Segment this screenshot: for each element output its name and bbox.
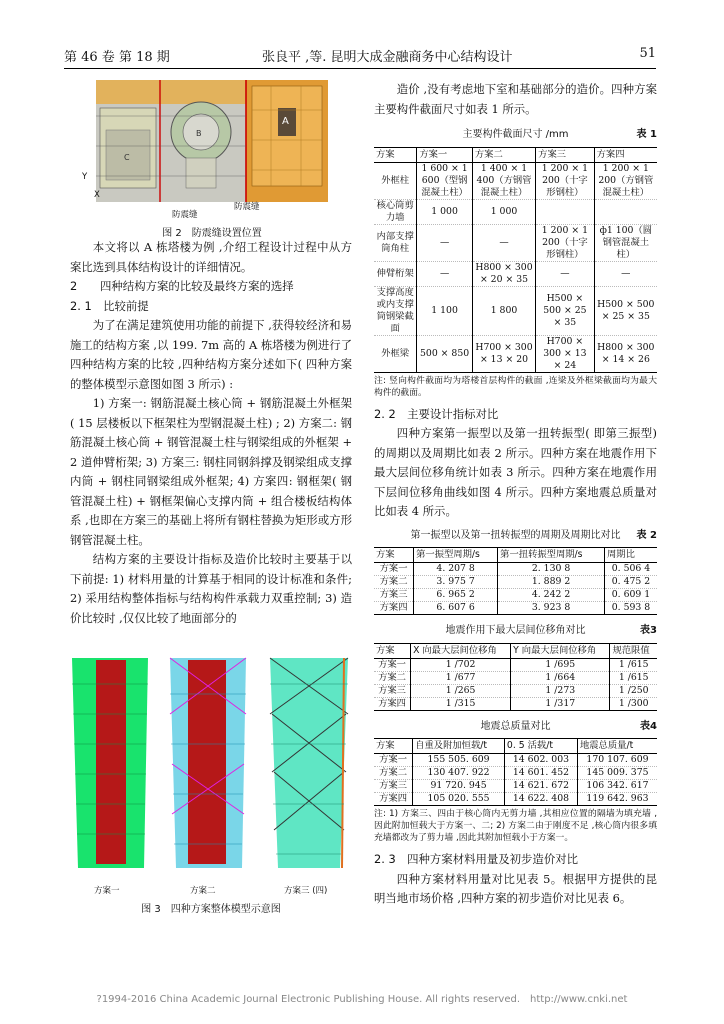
cell: 6. 965 2 (414, 589, 498, 602)
cell: 3. 923 8 (498, 602, 605, 615)
journal-volume: 第 46 卷 第 18 期 (64, 50, 170, 65)
table-4-note: 注: 1) 方案三、四由于核心筒内无剪力墙 ,其相应位置的隔墙为填充墙 ,因此附加恒载大于方案一、二; 2) 方案二由于刚度不足 ,核心筒内很多填充墙都改为了剪力墙 ,因此其附加恒载小于方案一。 (374, 809, 657, 843)
floor-plan-figure (96, 80, 328, 202)
table-row (374, 754, 657, 767)
cell: — (472, 224, 535, 261)
table-row (374, 697, 657, 710)
cell: 105 020. 555 (413, 793, 505, 806)
col-header: 第一振型周期/s (414, 548, 498, 563)
cell: 方案四 (378, 697, 406, 709)
cell: 1. 889 2 (498, 576, 605, 589)
cell: — (417, 224, 473, 261)
cell: 方案四 (379, 793, 408, 804)
cell: 3. 975 7 (414, 576, 498, 589)
table-4 (374, 717, 657, 845)
cell: 119 642. 963 (577, 793, 657, 806)
cell: H700 × 300 × 13 × 20 (472, 335, 535, 372)
cell: H700 × 300 × 13 × 24 (536, 335, 594, 372)
table-row (374, 684, 657, 697)
cell: 1 /315 (411, 697, 511, 710)
joint-label-left: 防震缝 (172, 210, 198, 220)
table-row (374, 658, 657, 671)
cell: 1 000 (472, 199, 535, 224)
cell: 4. 242 2 (498, 589, 605, 602)
tower-label-a: A (282, 116, 289, 127)
cell: 0. 475 2 (604, 576, 657, 589)
col-header: 地震总质量/t (577, 739, 657, 754)
table-2-title-text: 第一振型以及第一扭转振型的周期及周期比对比 (410, 529, 621, 541)
cell: 1 600 × 1 600（型钢混凝土柱） (417, 162, 473, 199)
cell: 方案二 (374, 671, 411, 684)
cell: 14 621. 672 (504, 780, 577, 793)
figure-3 (66, 654, 356, 915)
cell: H500 × 500 × 25 × 35 (594, 286, 657, 335)
col-header: 方案 (374, 548, 414, 563)
col-header: 规范限值 (610, 643, 657, 658)
table-4-title-text: 地震总质量对比 (480, 720, 551, 732)
cell: 1 /250 (610, 684, 657, 697)
table-row (374, 162, 657, 199)
col-header: 自重及附加恒载/t (413, 739, 505, 754)
cell: 方案一 (374, 563, 414, 576)
section-2-heading: 2 四种结构方案的比较及最终方案的选择 (70, 279, 294, 293)
cell: 核心筒剪力墙 (374, 199, 417, 224)
paragraph-premise: 为了在满足建筑使用功能的前提下 ,获得较经济和易施工的结构方案 ,以 199. 7m 高的 A 栋塔楼为例进行了四种结构方案的比较 ,四种结构方案分述如下( 四种方案的整体模型示意图如图 3 所示) : (70, 318, 353, 391)
paragraph-indices: 四种方案第一振型以及第一扭转振型( 即第三振型) 的周期以及周期比如表 2 所示。四种方案在地震作用下最大层间位移角统计如表 3 所示。四种方案在地震作用下层间位移角曲线如图 4 所示。四种方案地震总质量对比如表 4 所示。 (374, 426, 657, 518)
table-row (374, 767, 657, 780)
tower-label-b: B (196, 129, 202, 138)
axis-y-label: Y (82, 172, 88, 182)
cell: 145 009. 375 (577, 767, 657, 780)
cell: 外框柱 (374, 162, 417, 199)
table-2-number: 表 2 (636, 529, 657, 541)
table-4-title (374, 717, 657, 737)
cell: 14 601. 452 (504, 767, 577, 780)
col-header: 方案三 (536, 147, 594, 162)
left-column (70, 238, 352, 628)
table-row (374, 780, 657, 793)
joint-label-right: 防震缝 (234, 202, 260, 212)
col-header: 方案一 (417, 147, 473, 162)
right-column (374, 80, 657, 909)
cell: ф1 100（圆钢管混凝土柱） (594, 224, 657, 261)
cell: 伸臂桁架 (374, 261, 417, 286)
section-2-1-heading: 2. 1 比较前提 (70, 298, 149, 313)
cell: 1 400 × 1 400（方钢管混凝土柱） (472, 162, 535, 199)
cell: 0. 506 4 (604, 563, 657, 576)
table-row (374, 589, 657, 602)
col-header: 0. 5 活载/t (504, 739, 577, 754)
col-header: 周期比 (604, 548, 657, 563)
col-header: 方案四 (594, 147, 657, 162)
figure-2-caption: 图 2 防震缝设置位置 (162, 228, 262, 239)
cell: 2. 130 8 (498, 563, 605, 576)
section-2-3-heading: 2. 3 四种方案材料用量及初步造价对比 (374, 852, 578, 866)
cell: 1 200 × 1 200（十字形钢柱） (536, 224, 594, 261)
col-header: X 向最大层间位移角 (411, 643, 511, 658)
cell: 1 /702 (411, 658, 511, 671)
cell: 1 /615 (610, 671, 657, 684)
cell: 6. 607 6 (414, 602, 498, 615)
page-header (64, 44, 656, 69)
model-schematic-figure (66, 654, 356, 880)
cell: 方案三 (374, 684, 411, 697)
block-label-c: C (124, 153, 130, 162)
cell: 方案四 (379, 602, 408, 613)
cell (594, 199, 657, 224)
figure-3-caption: 图 3 四种方案整体模型示意图 (141, 904, 281, 915)
cell: 1 000 (417, 199, 473, 224)
table-1-note: 注: 竖向构件截面均为塔楼首层构件的截面 ,连梁及外框梁截面均为最大构件的截面。 (374, 375, 657, 398)
cell: 方案三 (374, 780, 413, 793)
model-label-3: 方案三 (四) (284, 886, 328, 896)
table-3-title-text: 地震作用下最大层间位移角对比 (445, 625, 586, 636)
cell: H800 × 300 × 20 × 35 (472, 261, 535, 286)
cell: 0. 609 1 (604, 589, 657, 602)
col-header: 方案二 (472, 147, 535, 162)
cell: 1 /615 (610, 658, 657, 671)
table-row (374, 335, 657, 372)
cell: 130 407. 922 (413, 767, 505, 780)
section-2-2-heading: 2. 2 主要设计指标对比 (374, 406, 499, 421)
model-3 (270, 658, 348, 868)
cell: 91 720. 945 (413, 780, 505, 793)
cell: 0. 593 8 (604, 602, 657, 615)
table-row (374, 261, 657, 286)
cell (536, 199, 594, 224)
table-2-title (374, 526, 657, 546)
table-4-number: 表4 (640, 720, 657, 732)
cell: H500 × 500 × 25 × 35 (536, 286, 594, 335)
cell: 170 107. 609 (577, 754, 657, 767)
cell: 外框梁 (381, 347, 410, 359)
col-header: 方案 (374, 643, 411, 658)
running-title: 张良平 ,等. 昆明大成金融商务中心结构设计 (262, 50, 513, 65)
table-1-title-text: 主要构件截面尺寸 /mm (462, 129, 569, 140)
cell: 1 /695 (511, 658, 610, 671)
cell: 1 /300 (610, 697, 657, 710)
model-2 (170, 658, 246, 868)
cell: 1 200 × 1 200（十字形钢柱） (536, 162, 594, 199)
table-1-title (374, 125, 657, 145)
paragraph-intro: 本文将以 A 栋塔楼为例 ,介绍工程设计过程中从方案比选到具体结构设计的详细情况。 (70, 240, 352, 274)
cell: 155 505. 609 (413, 754, 505, 767)
copyright-footer: ?1994-2016 China Academic Journal Electronic Publishing House. All rights reserved. http://www.cnki.net (96, 994, 628, 1005)
section-size-table (374, 147, 657, 373)
cell: 1 /265 (411, 684, 511, 697)
cell: 14 602. 003 (504, 754, 577, 767)
model-label-2: 方案二 (190, 886, 216, 896)
table-row (374, 199, 657, 224)
cell: 1 /317 (511, 697, 610, 710)
cell: 14 622. 408 (504, 793, 577, 806)
cell: 4. 207 8 (414, 563, 498, 576)
table-row (374, 286, 657, 335)
cell: — (417, 261, 473, 286)
cell: — (536, 261, 594, 286)
table-row (374, 602, 657, 615)
model-1 (72, 658, 148, 868)
cell: 1 100 (417, 286, 473, 335)
col-header: 方案 (374, 147, 417, 162)
figure-2-callouts (82, 172, 328, 220)
page-number: 51 (639, 46, 656, 61)
figure-3-labels (66, 884, 356, 896)
cell: — (594, 261, 657, 286)
cell: 1 200 × 1 200（方钢管混凝土柱） (594, 162, 657, 199)
axis-x-label: X (94, 190, 100, 200)
col-header: 第一扭转振型周期/s (498, 548, 605, 563)
table-row (374, 224, 657, 261)
cell: 1 /664 (511, 671, 610, 684)
table-2 (374, 526, 657, 616)
cell: 支撑高度或内支撑筒钢梁截面 (374, 286, 417, 335)
mass-table (374, 738, 657, 806)
cell: 1 /677 (411, 671, 511, 684)
paragraph-materials: 四种方案材料用量对比见表 5。根据甲方提供的昆明当地市场价格 ,四种方案的初步造价对比见表 6。 (374, 871, 657, 905)
paragraph-schemes: 1) 方案一: 钢筋混凝土核心筒 + 钢筋混凝土外框架( 15 层楼板以下框架柱为型钢混凝土柱) ; 2) 方案二: 钢筋混凝土核心筒 + 钢管混凝土柱与钢梁组成的外框架 + 2 道伸臂桁架; 3) 方案三: 钢柱同钢斜撑及钢梁组成支撑内筒 + 钢柱同钢梁组成外框架; 4) 方案四: 钢框架( 钢管混凝土柱) + 钢框架偏心支撑内筒 + 组合楼板结构体系 ,也即在方案三的基础上将所有钢柱替换为矩形或方形钢管混凝土柱。 (70, 396, 352, 547)
figure-2 (82, 80, 328, 239)
cell: 500 × 850 (417, 335, 473, 372)
table-1-number: 表 1 (636, 129, 657, 140)
cell: 1 800 (472, 286, 535, 335)
cell: H800 × 300 × 14 × 26 (594, 335, 657, 372)
table-row (374, 576, 657, 589)
table-row (374, 793, 657, 806)
cell: 1 /273 (511, 684, 610, 697)
cell: 106 342. 617 (577, 780, 657, 793)
table-1 (374, 125, 657, 399)
table-3-title (374, 621, 657, 641)
cell: 方案一 (374, 754, 413, 767)
table-3-number: 表3 (640, 625, 657, 636)
col-header: 方案 (374, 739, 413, 754)
col-header: Y 向最大层间位移角 (511, 643, 610, 658)
cell: 方案一 (374, 658, 411, 671)
table-row (374, 563, 657, 576)
cell: 内部支撑筒角柱 (374, 224, 417, 261)
period-table (374, 547, 657, 615)
cell: 方案二 (374, 576, 414, 589)
model-label-1: 方案一 (94, 886, 120, 896)
table-3 (374, 621, 657, 711)
cell: 方案二 (374, 767, 413, 780)
paragraph-cost-scope: 造价 ,没有考虑地下室和基础部分的造价。四种方案主要构件截面尺寸如表 1 所示。 (374, 82, 657, 116)
cell: 方案三 (374, 589, 414, 602)
paragraph-basis: 结构方案的主要设计指标及造价比较时主要基于以下前提: 1) 材料用量的计算基于相同的设计标准和条件; 2) 采用结构整体指标与结构构件承载力双重控制; 3) 造价比较时 ,仅仅比较了地面部分的 (70, 552, 352, 625)
table-row (374, 671, 657, 684)
drift-table (374, 643, 657, 711)
